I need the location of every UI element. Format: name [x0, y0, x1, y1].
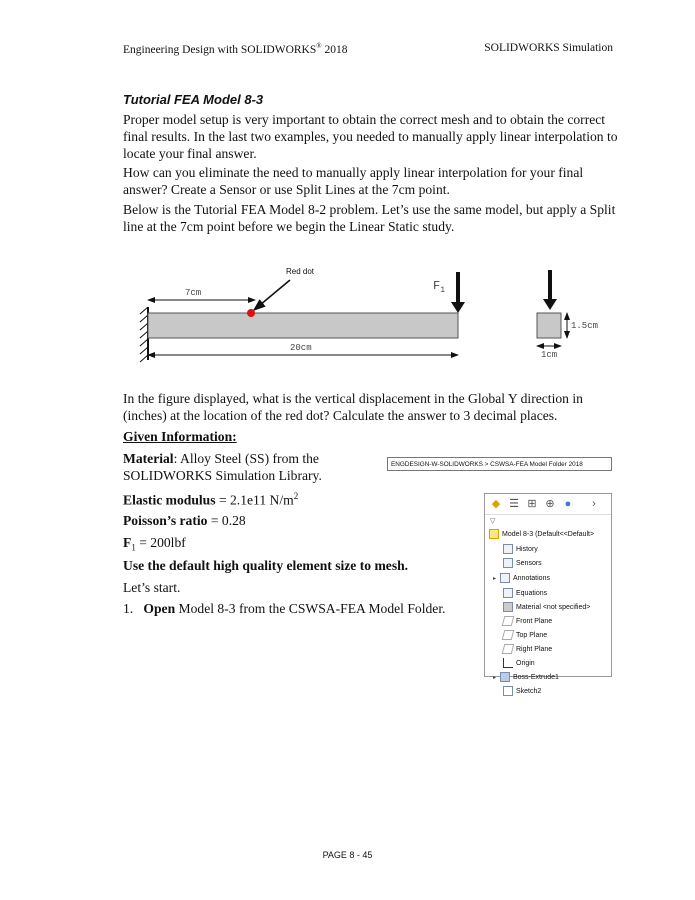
tree-item-annotations[interactable]: ▸ Annotations	[493, 572, 550, 585]
part-icon	[489, 529, 499, 539]
tree-root[interactable]: Model 8-3 (Default<<Default>	[489, 528, 594, 541]
tree-item-material[interactable]: Material <not specified>	[503, 601, 590, 614]
tree-item-equations[interactable]: Equations	[503, 587, 547, 600]
configuration-manager-icon[interactable]: ⊞	[527, 498, 537, 510]
poisson-line: Poisson’s ratio = 0.28	[123, 513, 246, 528]
lets-start: Let’s start.	[123, 580, 181, 595]
section-title: Tutorial FEA Model 8-3	[123, 92, 264, 107]
question-paragraph: In the figure displayed, what is the vertical displacement in the Global Y direction in (inches) at the location of the red dot? Calculate the answer to 3 decimal places.	[123, 391, 583, 423]
feature-manager-toolbar	[485, 494, 611, 515]
tree-item-boss-extrude1[interactable]: ▸ Boss-Extrude1	[493, 671, 559, 684]
equations-icon	[503, 588, 513, 598]
sensors-icon	[503, 558, 513, 568]
step-1: 1. Open Model 8-3 from the CSWSA-FEA Model Folder.	[123, 601, 446, 616]
dim-1-5cm-label: 1.5cm	[571, 321, 599, 331]
paragraph-2: How can you eliminate the need to manually apply linear interpolation for your final answer? Create a Sensor or use Split Lines at the 7cm point.	[123, 165, 584, 197]
expand-arrow-icon[interactable]: ▸	[493, 576, 497, 582]
filter-icon[interactable]: ▽	[490, 518, 496, 525]
plane-icon	[502, 644, 515, 654]
feature-manager-icon[interactable]: ◆	[491, 498, 501, 510]
tree-item-right-plane[interactable]: Right Plane	[503, 643, 552, 656]
fixed-support	[140, 307, 148, 362]
beam-figure	[130, 262, 610, 372]
dim-1cm-label: 1cm	[541, 350, 558, 360]
extrude-icon	[500, 672, 510, 682]
page-footer: PAGE 8 - 45	[322, 850, 373, 860]
expand-arrow-icon[interactable]: ▸	[493, 675, 497, 681]
running-header-right: SOLIDWORKS Simulation	[484, 42, 613, 54]
material-line: Material: Alloy Steel (SS) from the SOLIDWORKS Simulation Library.	[123, 451, 322, 483]
folder-breadcrumb[interactable]: ENGDESIGN-W-SOLIDWORKS > CSWSA-FEA Model Folder 2018	[387, 457, 612, 471]
sketch-icon	[503, 686, 513, 696]
tree-item-origin[interactable]: Origin	[503, 657, 535, 670]
elastic-modulus-line: Elastic modulus = 2.1e11 $N/m^2$	[123, 491, 299, 508]
material-icon	[503, 602, 513, 612]
mesh-instruction: Use the default high quality element size to mesh.	[123, 558, 409, 573]
tree-item-sensors[interactable]: Sensors	[503, 557, 542, 570]
tree-item-sketch2[interactable]: Sketch2	[503, 685, 541, 698]
red-dot-label: Red dot	[286, 267, 315, 276]
force-label: $F_1$	[433, 279, 446, 295]
expand-panel-icon[interactable]: ›	[592, 498, 596, 510]
tree-item-top-plane[interactable]: Top Plane	[503, 629, 547, 642]
cross-section	[537, 313, 561, 338]
force-line: $F_1 = 200lbf$	[123, 535, 186, 553]
tree-item-front-plane[interactable]: Front Plane	[503, 615, 552, 628]
annotations-icon	[500, 573, 510, 583]
beam	[148, 313, 458, 338]
red-dot-pointer	[254, 280, 290, 310]
paragraph-1: Proper model setup is very important to obtain the correct mesh and to obtain the correct final results. In the last two examples, you needed to manually apply linear interpolation to locate your final answer.	[123, 112, 618, 161]
origin-icon	[503, 658, 513, 668]
dim-20cm-label: 20cm	[290, 343, 312, 353]
property-manager-icon[interactable]: ☰	[509, 498, 519, 510]
dim-7cm-label: 7cm	[185, 288, 202, 298]
tree-item-history[interactable]: History	[503, 543, 538, 556]
plane-icon	[502, 616, 515, 626]
dimxpert-icon[interactable]: ⊕	[545, 498, 555, 510]
history-icon	[503, 544, 513, 554]
given-heading: Given Information:	[123, 429, 237, 444]
feature-manager-tree	[484, 493, 612, 695]
display-manager-icon[interactable]: ●	[564, 498, 572, 510]
running-header-left: Engineering Design with SOLIDWORKS® 2018	[123, 42, 348, 56]
paragraph-3: Below is the Tutorial FEA Model 8-2 problem. Let’s use the same model, but apply a Split line at the 7cm point before we begin the Linear Static study.	[123, 202, 616, 234]
red-dot	[247, 309, 255, 317]
plane-icon	[502, 630, 515, 640]
